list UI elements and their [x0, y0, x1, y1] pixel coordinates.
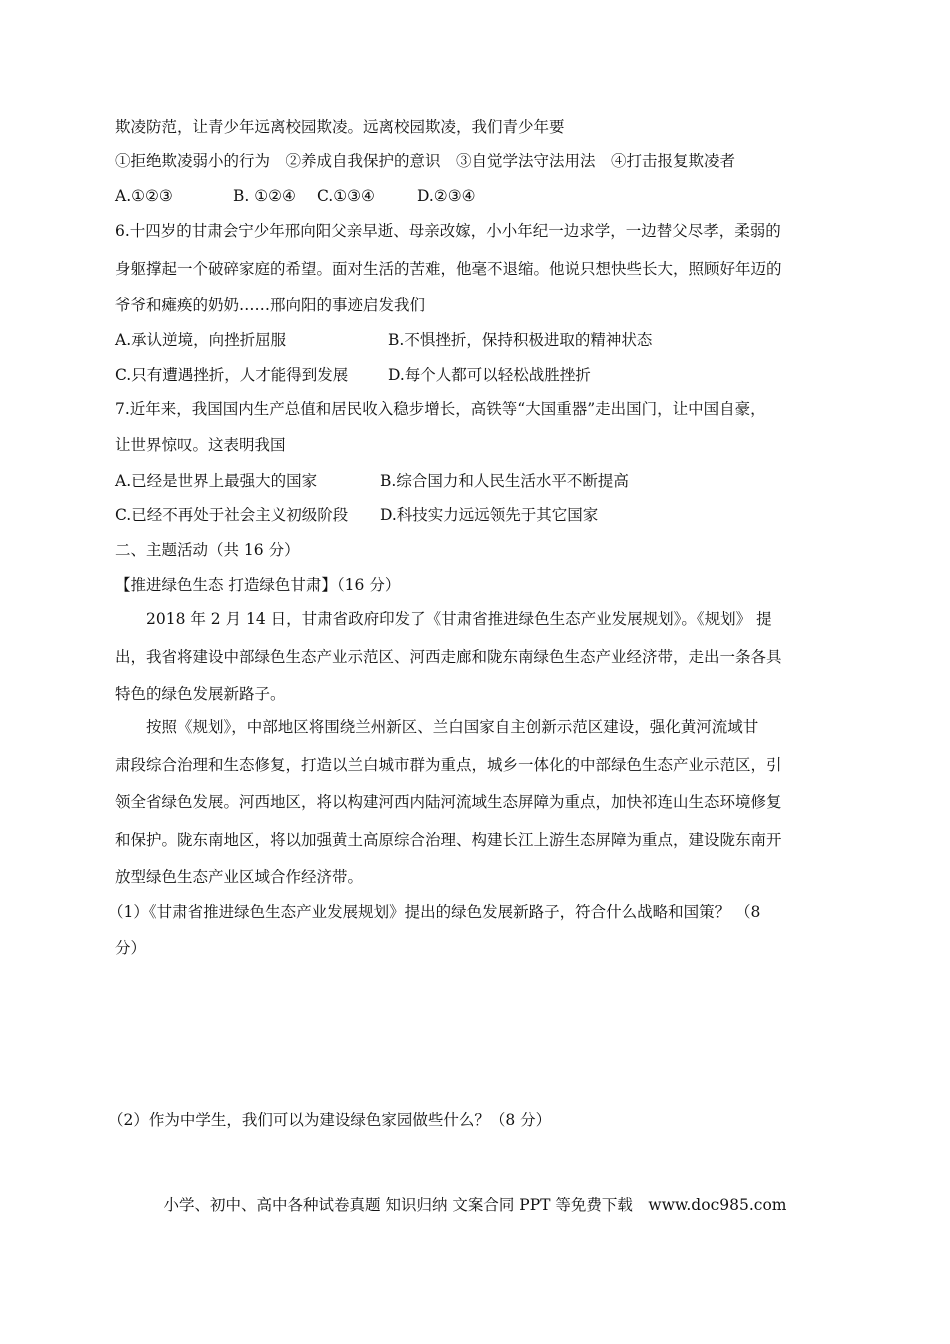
question-6-cont: 爷爷和瘫痪的奶奶……邢向阳的事迹启发我们	[115, 296, 426, 314]
option-c: C.①③④	[317, 187, 375, 205]
option-c: C.已经不再处于社会主义初级阶段	[115, 506, 349, 524]
paragraph-2-cont: 领全省绿色发展。河西地区，将以构建河西内陆河流域生态屏障为重点，加快祁连山生态环境修复	[115, 793, 782, 811]
question-6: 6.十四岁的甘肃会宁少年邢向阳父亲早逝、母亲改嫁，小小年纪一边求学，一边替父尽孝，柔弱的	[115, 222, 781, 240]
paragraph-1: 2018 年 2 月 14 日，甘肃省政府印发了《甘肃省推进绿色生态产业发展规划》。《规划》 提	[115, 610, 772, 628]
question-7: 7.近年来，我国国内生产总值和居民收入稳步增长，高铁等“大国重器”走出国门，让中国自豪，	[115, 400, 766, 418]
option-d: D.每个人都可以轻松战胜挫折	[388, 366, 591, 384]
option-a: A.已经是世界上最强大的国家	[115, 472, 318, 490]
question-6-cont: 身躯撑起一个破碎家庭的希望。面对生活的苦难，他毫不退缩。他说只想快些长大，照顾好年迈的	[115, 260, 782, 278]
option-b: B. ①②④	[233, 187, 296, 205]
footer-text: 小学、初中、高中各种试卷真题 知识归纳 文案合同 PPT 等免费下载 www.doc985.com	[163, 1196, 787, 1214]
paragraph-2-cont: 和保护。陇东南地区，将以加强黄土高原综合治理、构建长江上游生态屏障为重点，建设陇东南开	[115, 831, 782, 849]
option-d: D.科技实力远远领先于其它国家	[380, 506, 599, 524]
option-a: A.承认逆境，向挫折屈服	[115, 331, 287, 349]
option-b: B.综合国力和人民生活水平不断提高	[380, 472, 629, 490]
paragraph-2: 按照《规划》，中部地区将围绕兰州新区、兰白国家自主创新示范区建设，强化黄河流域甘	[115, 718, 759, 736]
theme-title: 【推进绿色生态 打造绿色甘肃】（16 分）	[115, 576, 401, 594]
option-b: B.不惧挫折，保持积极进取的精神状态	[388, 331, 653, 349]
option-a: A.①②③	[115, 187, 173, 205]
option-c: C.只有遭遇挫折，人才能得到发展	[115, 366, 349, 384]
q6-options-cd	[115, 368, 591, 384]
paragraph-1-cont: 出，我省将建设中部绿色生态产业示范区、河西走廊和陇东南绿色生态产业经济带，走出一条各具	[115, 648, 782, 666]
statement-options: ①拒绝欺凌弱小的行为 ②养成自我保护的意识 ③自觉学法守法用法 ④打击报复欺凌者	[115, 152, 736, 170]
q6-options-ab	[115, 333, 652, 349]
q7-options-cd	[115, 508, 598, 524]
question-7-cont: 让世界惊叹。这表明我国	[115, 436, 286, 454]
option-d: D.②③④	[417, 187, 476, 205]
text-line: 欺凌防范，让青少年远离校园欺凌。远离校园欺凌，我们青少年要	[115, 118, 565, 136]
sub-question-2: （2）作为中学生，我们可以为建设绿色家园做些什么？（8 分）	[108, 1111, 552, 1129]
sub-question-1-cont: 分）	[115, 939, 147, 957]
q7-options-ab	[115, 474, 629, 490]
section-heading: 二、主题活动（共 16 分）	[115, 541, 300, 559]
sub-question-1: （1）《甘肃省推进绿色生态产业发展规划》提出的绿色发展新路子，符合什么战略和国策？ （8	[108, 903, 761, 921]
paragraph-1-cont: 特色的绿色发展新路子。	[115, 685, 286, 703]
q5-options	[115, 189, 476, 205]
paragraph-2-cont: 肃段综合治理和生态修复，打造以兰白城市群为重点，城乡一体化的中部绿色生态产业示范区，引	[115, 756, 782, 774]
paragraph-2-cont: 放型绿色生态产业区域合作经济带。	[115, 868, 364, 886]
